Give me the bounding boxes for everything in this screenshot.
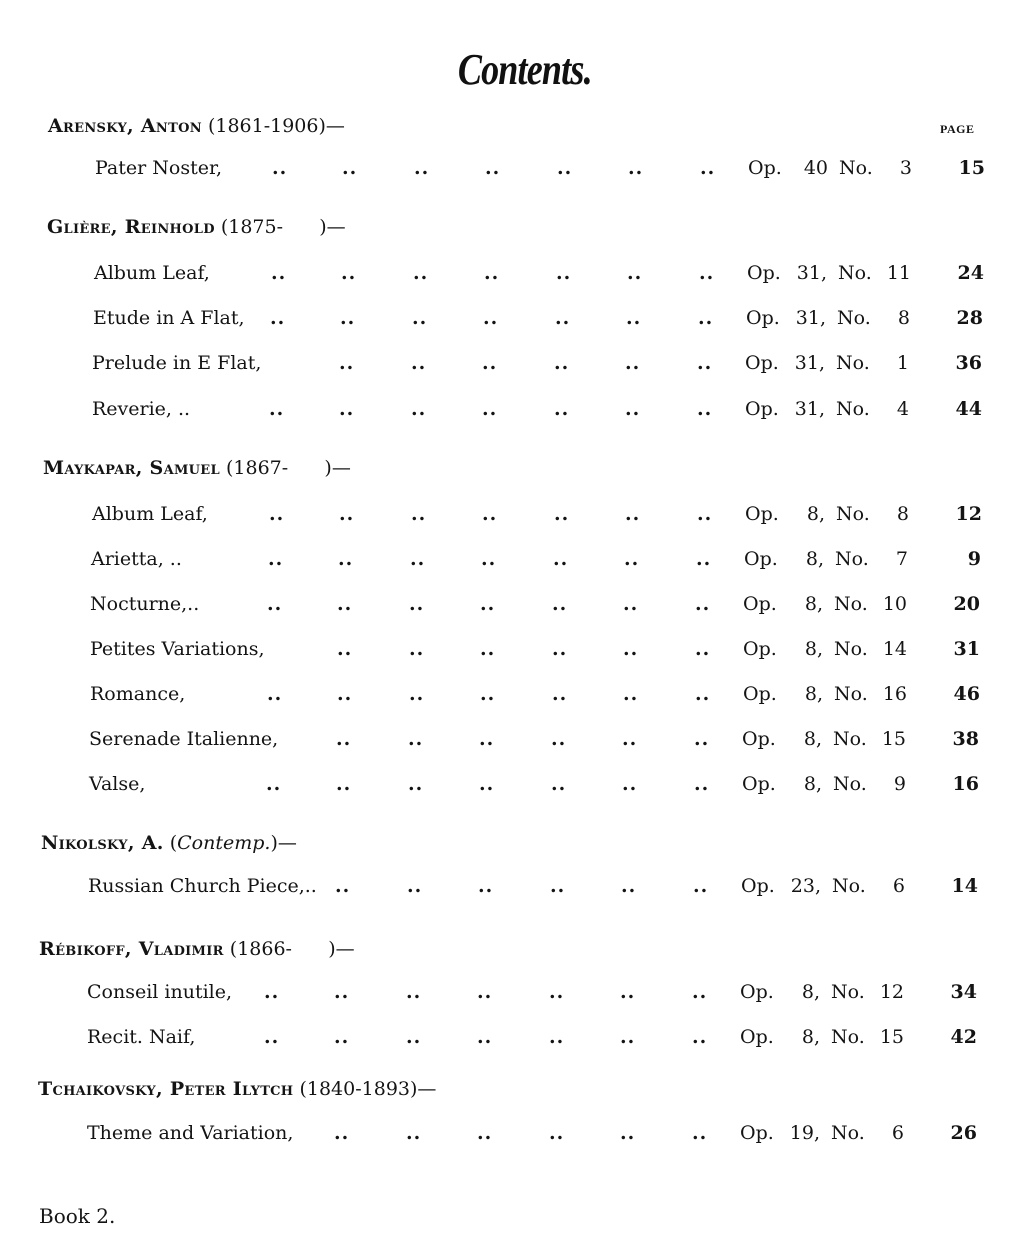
opus-number: 8, [801, 1026, 820, 1048]
dot-leader: .. [408, 773, 424, 795]
dot-leader: .. [272, 157, 288, 179]
dot-leader: .. [700, 157, 716, 179]
opus-number: 31, [794, 398, 825, 420]
page-title: Contents. [457, 45, 592, 94]
composer-name: Rébikoff, Vladimir [39, 938, 224, 960]
opus-label: Op. [742, 773, 776, 795]
dot-leader: .. [549, 1122, 565, 1144]
toc-entry[interactable] [90, 593, 990, 621]
dot-leader: .. [697, 398, 713, 420]
dot-leader: .. [550, 875, 566, 897]
dot-leader: .. [694, 728, 710, 750]
dot-leader: .. [477, 1026, 493, 1048]
dot-leader: .. [552, 638, 568, 660]
composer-heading [48, 115, 345, 137]
dot-leader: .. [696, 548, 712, 570]
dot-leader: .. [623, 638, 639, 660]
dot-leader: .. [267, 683, 283, 705]
piece-number: 8 [897, 307, 910, 329]
dot-leader: .. [554, 398, 570, 420]
entry-title: Album Leaf, [94, 262, 210, 284]
dot-leader: .. [337, 593, 353, 615]
opus-label: Op. [745, 503, 779, 525]
opus-number: 31, [795, 307, 826, 329]
dot-leader: .. [692, 1026, 708, 1048]
opus-label: Op. [742, 728, 776, 750]
composer-dates [202, 115, 345, 137]
dot-leader: .. [411, 398, 427, 420]
number-label: No. [834, 593, 868, 615]
dot-leader: .. [699, 262, 715, 284]
piece-number: 15 [881, 728, 906, 750]
entry-title: Romance, [90, 683, 186, 705]
dot-leader: .. [695, 638, 711, 660]
opus-label: Op. [746, 307, 780, 329]
dot-leader: .. [695, 593, 711, 615]
number-label: No. [831, 1026, 865, 1048]
opus-number: 8, [803, 773, 822, 795]
dot-leader: .. [551, 728, 567, 750]
piece-number: 15 [879, 1026, 904, 1048]
entry-title: Serenade Italienne, [89, 728, 279, 750]
dot-leader: .. [412, 307, 428, 329]
entry-title: Russian Church Piece,.. [88, 875, 317, 897]
dot-leader: .. [623, 683, 639, 705]
dot-leader: .. [337, 638, 353, 660]
composer-dates [224, 938, 355, 960]
dot-leader: .. [480, 638, 496, 660]
dot-leader: .. [694, 773, 710, 795]
dot-leader: .. [622, 773, 638, 795]
number-label: No. [838, 262, 872, 284]
dot-leader: .. [269, 503, 285, 525]
entry-title: Prelude in E Flat, [92, 352, 262, 374]
dot-leader: .. [480, 683, 496, 705]
book-label-text: Book 2. [39, 1204, 116, 1228]
dot-leader: .. [552, 593, 568, 615]
dot-leader: .. [337, 683, 353, 705]
dot-leader: .. [409, 683, 425, 705]
number-label: No. [836, 398, 870, 420]
page-number: 12 [955, 503, 982, 525]
number-label: No. [835, 548, 869, 570]
composer-name: Tchaikovsky, Peter Ilytch [38, 1078, 294, 1100]
entry-title: Recit. Naif, [87, 1026, 196, 1048]
entry-title: Theme and Variation, [87, 1122, 294, 1144]
dot-leader: .. [695, 683, 711, 705]
dot-leader: .. [623, 593, 639, 615]
toc-entry[interactable] [92, 398, 990, 426]
dot-leader: .. [408, 728, 424, 750]
dot-leader: .. [406, 1026, 422, 1048]
composer-dates-text: (1867- )— [226, 457, 351, 479]
composer-dates-text: (1875- )— [220, 216, 346, 238]
opus-number: 40 [803, 157, 828, 179]
entry-title: Album Leaf, [92, 503, 208, 525]
dot-leader: .. [481, 548, 497, 570]
dot-leader: .. [338, 548, 354, 570]
piece-number: 12 [879, 981, 904, 1003]
dot-leader: .. [697, 503, 713, 525]
piece-number: 14 [882, 638, 907, 660]
piece-number: 7 [895, 548, 908, 570]
opus-label: Op. [743, 683, 777, 705]
opus-number: 8, [804, 683, 823, 705]
toc-entry[interactable] [88, 875, 990, 903]
opus-label: Op. [745, 352, 779, 374]
number-label: No. [839, 157, 873, 179]
dot-leader: .. [554, 352, 570, 374]
number-label: No. [831, 1122, 865, 1144]
dot-leader: .. [340, 307, 356, 329]
opus-number: 31, [794, 352, 825, 374]
number-label: No. [833, 728, 867, 750]
opus-label: Op. [740, 1122, 774, 1144]
page-number: 42 [950, 1026, 977, 1048]
page-number: 16 [952, 773, 979, 795]
piece-number: 16 [882, 683, 907, 705]
dot-leader: .. [621, 875, 637, 897]
opus-number: 31, [796, 262, 827, 284]
dot-leader: .. [556, 262, 572, 284]
opus-label: Op. [740, 1026, 774, 1048]
page-number: 36 [955, 352, 982, 374]
dot-leader: .. [620, 1026, 636, 1048]
composer-heading [39, 938, 355, 960]
dot-leader: .. [411, 352, 427, 374]
dot-leader: .. [409, 638, 425, 660]
number-label: No. [833, 773, 867, 795]
dot-leader: .. [413, 262, 429, 284]
dot-leader: .. [479, 728, 495, 750]
page-number: 14 [951, 875, 978, 897]
dot-leader: .. [339, 398, 355, 420]
composer-dates: (Contemp.)— [169, 832, 297, 854]
dot-leader: .. [625, 398, 641, 420]
dot-leader: .. [477, 1122, 493, 1144]
opus-number: 23, [790, 875, 821, 897]
toc-entry[interactable] [94, 262, 990, 290]
dot-leader: .. [484, 262, 500, 284]
dot-leader: .. [409, 593, 425, 615]
dot-leader: .. [406, 981, 422, 1003]
page-number: 9 [967, 548, 981, 570]
dot-leader: .. [479, 773, 495, 795]
page-number: 15 [958, 157, 985, 179]
dot-leader: .. [480, 593, 496, 615]
entry-title: Reverie, .. [92, 398, 191, 420]
dot-leader: .. [406, 1122, 422, 1144]
entry-title: Nocturne,.. [90, 593, 200, 615]
dot-leader: .. [620, 1122, 636, 1144]
dot-leader: .. [341, 262, 357, 284]
page-number: 26 [950, 1122, 977, 1144]
dot-leader: .. [334, 981, 350, 1003]
dot-leader: .. [549, 1026, 565, 1048]
toc-entry[interactable] [90, 638, 990, 666]
number-label: No. [834, 638, 868, 660]
piece-number: 6 [892, 875, 905, 897]
composer-dates-italic: Contemp. [177, 832, 271, 854]
dot-leader: .. [407, 875, 423, 897]
dot-leader: .. [334, 1026, 350, 1048]
dot-leader: .. [625, 352, 641, 374]
page-number: 38 [952, 728, 979, 750]
dot-leader: .. [551, 773, 567, 795]
dot-leader: .. [557, 157, 573, 179]
dot-leader: .. [692, 1122, 708, 1144]
number-label: No. [831, 981, 865, 1003]
page-number: 24 [957, 262, 984, 284]
dot-leader: .. [339, 352, 355, 374]
dot-leader: .. [692, 981, 708, 1003]
page-column-label: PAGE [940, 122, 975, 136]
piece-number: 3 [899, 157, 912, 179]
opus-number: 8, [805, 548, 824, 570]
dot-leader: .. [693, 875, 709, 897]
dot-leader: .. [334, 1122, 350, 1144]
piece-number: 8 [896, 503, 909, 525]
page-number: 28 [956, 307, 983, 329]
piece-number: 11 [886, 262, 911, 284]
page-number: 46 [953, 683, 980, 705]
page-number: 20 [953, 593, 980, 615]
dot-leader: .. [485, 157, 501, 179]
piece-number: 9 [893, 773, 906, 795]
composer-heading [38, 1078, 436, 1100]
dot-leader: .. [264, 981, 280, 1003]
toc-entry[interactable] [87, 981, 990, 1009]
opus-label: Op. [748, 157, 782, 179]
entry-title: Conseil inutile, [87, 981, 233, 1003]
dot-leader: .. [267, 593, 283, 615]
opus-label: Op. [744, 548, 778, 570]
opus-label: Op. [740, 981, 774, 1003]
dot-leader: .. [697, 352, 713, 374]
number-label: No. [837, 307, 871, 329]
dot-leader: .. [626, 307, 642, 329]
dot-leader: .. [271, 262, 287, 284]
dot-leader: .. [482, 503, 498, 525]
dot-leader: .. [625, 503, 641, 525]
composer-dates-tail: — [277, 832, 297, 854]
composer-dates [220, 457, 351, 479]
dot-leader: .. [624, 548, 640, 570]
dot-leader: .. [477, 981, 493, 1003]
dot-leader: .. [264, 1026, 280, 1048]
dot-leader: .. [698, 307, 714, 329]
dot-leader: .. [628, 157, 644, 179]
dot-leader: .. [555, 307, 571, 329]
dot-leader: .. [335, 875, 351, 897]
dot-leader: .. [269, 398, 285, 420]
opus-number: 8, [806, 503, 825, 525]
opus-number: 8, [803, 728, 822, 750]
dot-leader: .. [339, 503, 355, 525]
entry-title: Valse, [89, 773, 146, 795]
toc-entry[interactable] [93, 307, 990, 335]
piece-number: 10 [882, 593, 907, 615]
opus-label: Op. [743, 638, 777, 660]
composer-heading [41, 832, 297, 854]
piece-number: 1 [896, 352, 909, 374]
composer-name: Nikolsky, A. [41, 832, 164, 854]
entry-title: Pater Noster, [95, 157, 222, 179]
toc-entry[interactable] [92, 503, 990, 531]
dot-leader: .. [336, 728, 352, 750]
composer-heading [47, 216, 346, 238]
dot-leader: .. [622, 728, 638, 750]
dot-leader: .. [552, 683, 568, 705]
dot-leader: .. [482, 398, 498, 420]
dot-leader: .. [483, 307, 499, 329]
opus-number: 8, [801, 981, 820, 1003]
dot-leader: .. [268, 548, 284, 570]
dot-leader: .. [553, 548, 569, 570]
opus-number: 8, [804, 593, 823, 615]
composer-name: Glière, Reinhold [47, 216, 215, 238]
dot-leader: .. [620, 981, 636, 1003]
composer-dates [215, 216, 346, 238]
dot-leader: .. [482, 352, 498, 374]
number-label: No. [836, 503, 870, 525]
opus-label: Op. [747, 262, 781, 284]
entry-title: Etude in A Flat, [93, 307, 245, 329]
opus-label: Op. [745, 398, 779, 420]
dot-leader: .. [627, 262, 643, 284]
number-label: No. [832, 875, 866, 897]
composer-dates-text: (1840-1893)— [299, 1078, 437, 1100]
toc-entry[interactable] [87, 1026, 990, 1054]
toc-entry[interactable] [90, 683, 990, 711]
dot-leader: .. [554, 503, 570, 525]
entry-title: Petites Variations, [90, 638, 265, 660]
toc-entry[interactable] [91, 548, 990, 576]
toc-entry[interactable] [95, 157, 990, 185]
composer-dates-text: (1866- )— [229, 938, 355, 960]
composer-dates-text: (1861-1906)— [207, 115, 345, 137]
piece-number: 6 [891, 1122, 904, 1144]
dot-leader: .. [270, 307, 286, 329]
book-label [39, 1204, 115, 1228]
dot-leader: .. [411, 503, 427, 525]
opus-number: 8, [804, 638, 823, 660]
toc-entry[interactable] [87, 1122, 990, 1150]
dot-leader: .. [336, 773, 352, 795]
composer-dates [293, 1078, 436, 1100]
piece-number: 4 [896, 398, 909, 420]
toc-entry[interactable] [89, 773, 990, 801]
dot-leader: .. [478, 875, 494, 897]
dot-leader: .. [549, 981, 565, 1003]
composer-name: Maykapar, Samuel [43, 457, 220, 479]
dot-leader: .. [414, 157, 430, 179]
page-number: 34 [950, 981, 977, 1003]
entry-title: Arietta, .. [91, 548, 182, 570]
composer-heading [43, 457, 351, 479]
opus-label: Op. [741, 875, 775, 897]
page-number: 31 [953, 638, 980, 660]
toc-entry[interactable] [89, 728, 990, 756]
toc-entry[interactable] [92, 352, 990, 380]
opus-label: Op. [743, 593, 777, 615]
dot-leader: .. [266, 773, 282, 795]
opus-number: 19, [789, 1122, 820, 1144]
dot-leader: .. [410, 548, 426, 570]
page-number: 44 [955, 398, 982, 420]
number-label: No. [836, 352, 870, 374]
number-label: No. [834, 683, 868, 705]
dot-leader: .. [342, 157, 358, 179]
composer-name: Arensky, Anton [48, 115, 202, 137]
